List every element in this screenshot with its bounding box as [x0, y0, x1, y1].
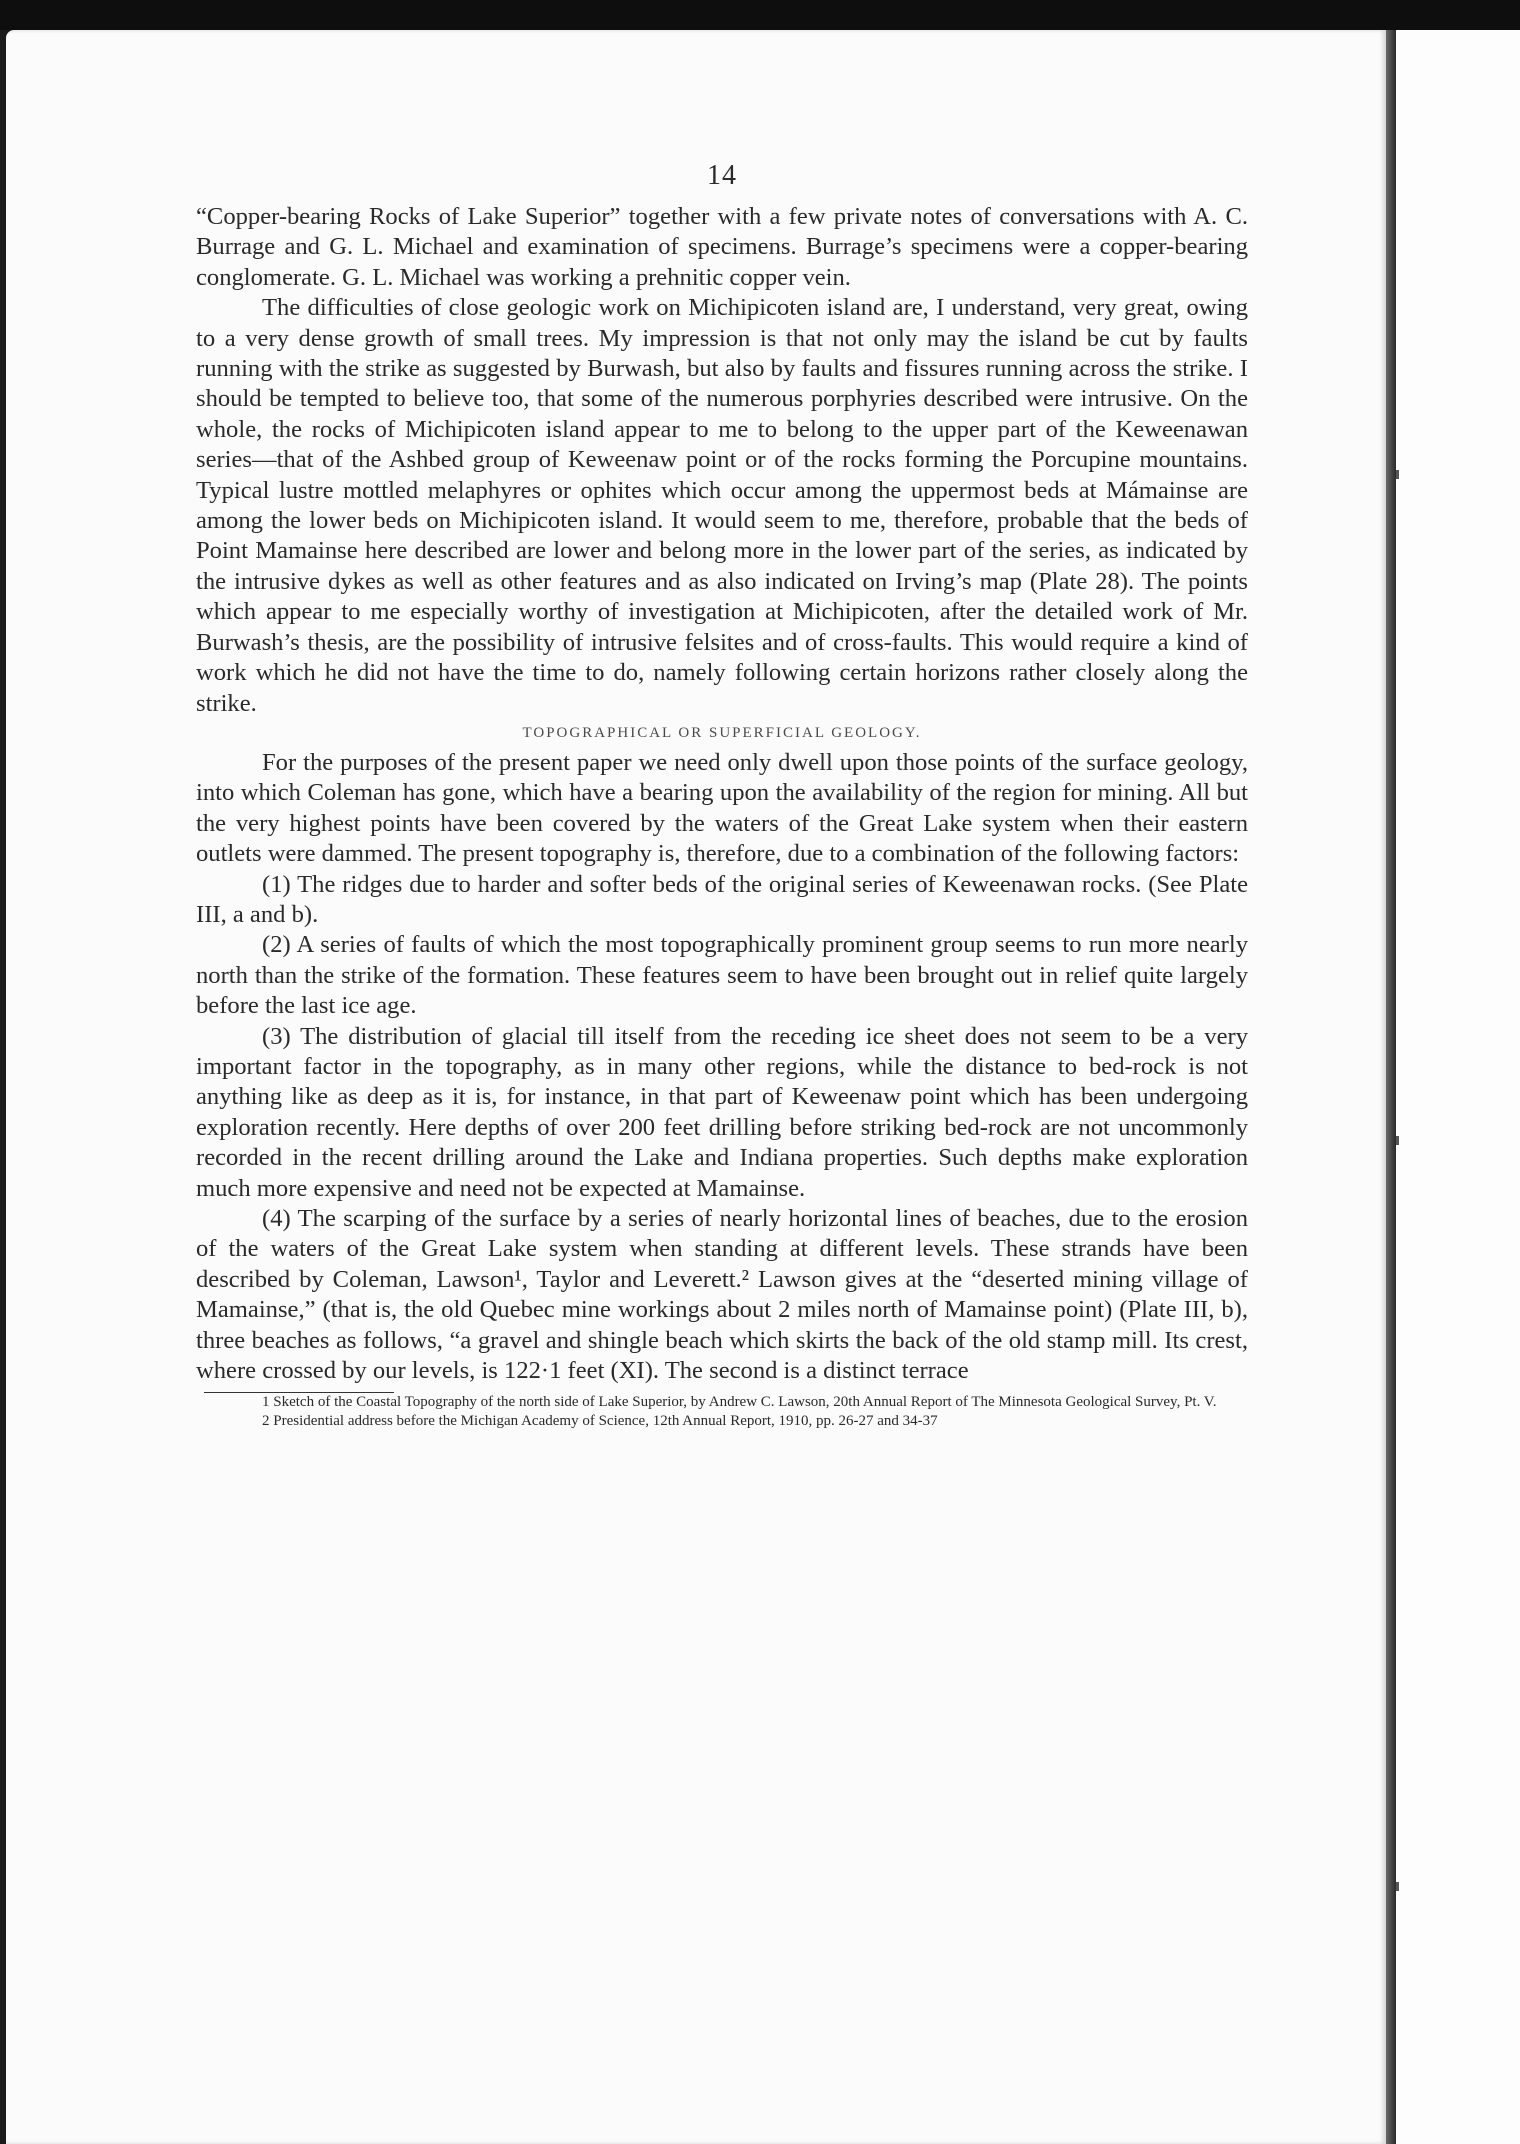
- page-content: [196, 40, 1248, 1431]
- paragraph-surface-geology: For the purposes of the present paper we need only dwell upon those points of the surface geology, into which Coleman has gone, which have a bearing upon the availability of the region for mining. All but the very highest points have been covered by the waters of the Great Lake system when their eastern outlets were dammed. The present topography is, therefore, due to a combination of the following factors:: [196, 748, 1248, 868]
- factor-3-glacial-till: (3) The distribution of glacial till itself from the receding ice sheet does not seem to be a very important factor in the topography, as in many other regions, while the distance to bed-rock is not anything like as deep as it is, for instance, in that part of Keweenaw point which has been undergoing exploration recently. Here depths of over 200 feet drilling before striking bed-rock are not uncommonly recorded in the recent drilling around the Lake and Indiana properties. Such depths make exploration much more expensive and need not be expected at Mamainse.: [196, 1022, 1248, 1202]
- page-edge-mark: [1396, 470, 1399, 479]
- page-edge-mark: [1396, 1136, 1399, 1145]
- factor-2-faults: (2) A series of faults of which the most topographically prominent group seems to run more nearly north than the strike of the formation. These features seem to have been brought out in relief quite largely before the last ice age.: [196, 931, 1248, 1020]
- footnotes: [196, 1393, 1248, 1431]
- book-gutter: [1386, 30, 1396, 2144]
- footnote-1: 1 Sketch of the Coastal Topography of the north side of Lake Superior, by Andrew C. Lawson, 20th Annual Report of The Minnesota Geological Survey, Pt. V.: [262, 1394, 1217, 1411]
- paragraph-michipicoten: The difficulties of close geologic work on Michipicoten island are, I understand, very great, owing to a very dense growth of small trees. My impression is that not only may the island be cut by faults running with the strike as suggested by Burwash, but also by faults and fissures running across the strike. I should be tempted to believe too, that some of the numerous porphyries described were intrusive. On the whole, the rocks of Michipicoten island appear to me to belong to the upper part of the Keweenawan series—that of the Ashbed group of Keweenaw point or of the rocks forming the Porcupine mountains. Typical lustre mottled melaphyres or ophites which occur among the uppermost beds at Mámainse are among the lower beds on Michipicoten island. It would seem to me, therefore, probable that the beds of Point Mamainse here described are lower and belong more in the lower part of the series, as indicated by the intrusive dykes as well as other features and as also indicated on Irving’s map (Plate 28). The points which appear to me especially worthy of investigation at Michipicoten, after the detailed work of Mr. Burwash’s thesis, are the possibility of intrusive felsites and of cross-faults. This would require a kind of work which he did not have the time to do, namely following certain horizons rather closely along the strike.: [196, 294, 1248, 717]
- paragraph-continued: “Copper-bearing Rocks of Lake Superior” together with a few private notes of conversations with A. C. Burrage and G. L. Michael and examination of specimens. Burrage’s specimens were a copper-bearing conglomerate. G. L. Michael was working a prehnitic copper vein.: [196, 203, 1248, 291]
- page-edge-mark: [1396, 1882, 1399, 1891]
- footnote-2: 2 Presidential address before the Michigan Academy of Science, 12th Annual Report, 1910, pp. 26-27 and 34-37: [262, 1413, 938, 1430]
- factor-1-ridges: (1) The ridges due to harder and softer beds of the original series of Keweenawan rocks. (See Plate III, a and b).: [196, 870, 1248, 928]
- page-number: 14: [707, 160, 737, 191]
- factor-4-beaches: (4) The scarping of the surface by a series of nearly horizontal lines of beaches, due to the erosion of the waters of the Great Lake system when standing at different levels. These strands have been described by Coleman, Lawson¹, Taylor and Leverett.² Lawson gives at the “deserted mining village of Mamainse,” (that is, the old Quebec mine workings about 2 miles north of Mamainse point) (Plate III, b), three beaches as follows, “a gravel and shingle beach which skirts the back of the old stamp mill. Its crest, where crossed by our levels, is 122·1 feet (XI). The second is a distinct terrace: [196, 1205, 1248, 1385]
- facing-page-edge: [1396, 30, 1520, 2144]
- scan-top-border: [0, 0, 1520, 30]
- section-heading: TOPOGRAPHICAL OR SUPERFICIAL GEOLOGY.: [522, 724, 922, 741]
